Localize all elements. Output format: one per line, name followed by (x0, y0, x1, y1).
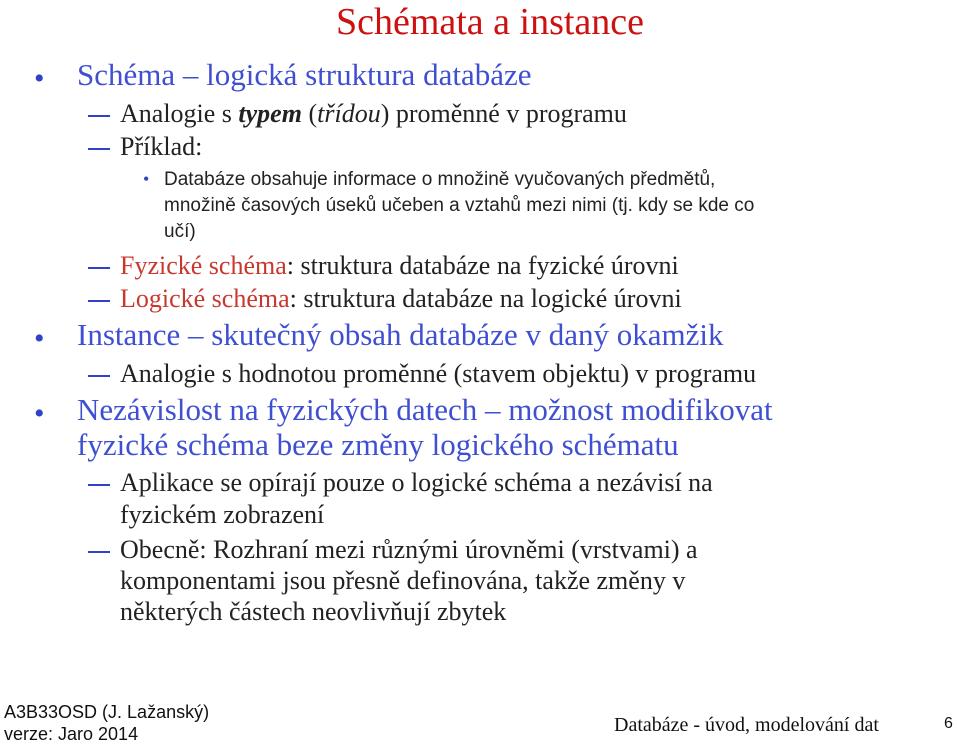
item-independence-line1: Nezávislost na fyzických datech – možnost modifikovat (77, 392, 773, 427)
example-detail-line2: množině časových úseků učeben a vztahů mezi nimi (tj. kdy se kde co (164, 195, 755, 216)
item-instance: Instance – skutečný obsah databáze v daný okamžik (77, 317, 724, 352)
item-apps-line2: fyzickém zobrazení (120, 500, 325, 529)
page-number: 6 (944, 715, 953, 732)
item-general-line1: Obecně: Rozhraní mezi různými úrovněmi (vrstvami) a (120, 535, 698, 564)
item-example-label: Příklad: (120, 132, 203, 161)
item-independence-line2: fyzické schéma beze změny logického schématu (77, 427, 679, 462)
bullet-dash (88, 375, 110, 377)
bullet-dot: • (34, 322, 45, 355)
bullet-dot-small: • (143, 169, 150, 189)
item-analogy-value: Analogie s hodnotou proměnné (stavem objektu) v programu (120, 359, 757, 388)
example-detail-line3: učí) (164, 221, 196, 242)
footer-version: verze: Jaro 2014 (4, 724, 139, 744)
item-apps-line1: Aplikace se opírají pouze o logické schéma a nezávisí na (120, 468, 713, 497)
item-physical-schema: Fyzické schéma: struktura databáze na fyzické úrovni (120, 251, 679, 280)
bullet-dash (88, 148, 110, 150)
bullet-dot: • (34, 397, 45, 430)
bullet-dash (88, 115, 110, 117)
item-general-line3: některých částech neovlivňují zbytek (120, 597, 507, 626)
item-schema: Schéma – logická struktura databáze (77, 57, 532, 92)
example-detail-line1: Databáze obsahuje informace o množině vyučovaných předmětů, (164, 169, 716, 190)
item-general-line2: komponentami jsou přesně definována, takže změny v (120, 566, 686, 595)
bullet-dash (88, 551, 110, 553)
bullet-dash (88, 300, 110, 302)
bullet-dash (88, 267, 110, 269)
footer-topic: Databáze - úvod, modelování dat (614, 714, 879, 736)
item-analogy-type: Analogie s typem (třídou) proměnné v programu (120, 99, 627, 128)
bullet-dash (88, 484, 110, 486)
bullet-dot: • (34, 62, 45, 95)
footer-course: A3B33OSD (J. Lažanský) (4, 702, 210, 722)
slide-title: Schémata a instance (335, 1, 645, 43)
item-logical-schema: Logické schéma: struktura databáze na logické úrovni (120, 284, 682, 313)
